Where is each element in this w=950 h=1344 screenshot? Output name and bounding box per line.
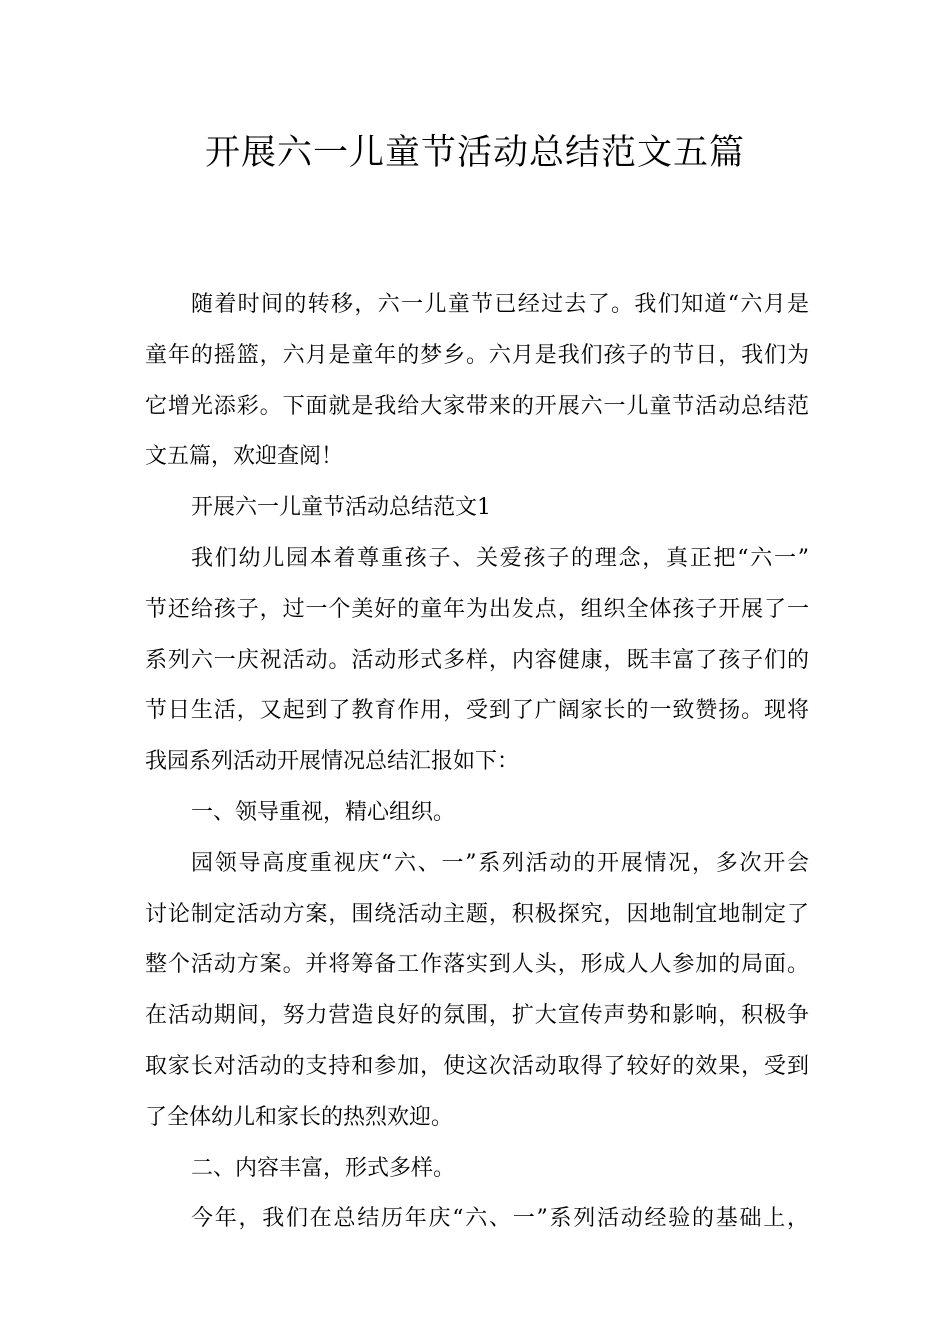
- paragraph-line: 节还给孩子，过一个美好的童年为出发点，组织全体孩子开展了一: [145, 596, 809, 622]
- paragraph-line: 取家长对活动的支持和参加，使这次活动取得了较好的效果，受到: [145, 1053, 809, 1079]
- paragraph-line: 节日生活，又起到了教育作用，受到了广阔家长的一致赞扬。现将: [145, 698, 809, 724]
- document-body: [145, 280, 809, 1245]
- subsection-heading: 一、领导重视，精心组织。: [191, 799, 456, 825]
- paragraph-line: 了全体幼儿和家长的热烈欢迎。: [145, 1104, 454, 1130]
- paragraph-line: 讨论制定活动方案，围绕活动主题，积极探究，因地制宜地制定了: [145, 901, 809, 927]
- paragraph-line: 随着时间的转移，六一儿童节已经过去了。我们知道“六月是: [191, 292, 809, 317]
- paragraph-line: 系列六一庆祝活动。活动形式多样，内容健康，既丰富了孩子们的: [145, 647, 809, 673]
- document-title: 开展六一儿童节活动总结范文五篇: [204, 133, 745, 173]
- paragraph-line: 我们幼儿园本着尊重孩子、关爱孩子的理念，真正把“六一”: [191, 545, 809, 571]
- paragraph-line: 我园系列活动开展情况总结汇报如下：: [145, 749, 520, 775]
- paragraph-line: 它增光添彩。下面就是我给大家带来的开展六一儿童节活动总结范: [145, 393, 809, 419]
- paragraph-line: 文五篇，欢迎查阅！: [145, 444, 344, 470]
- paragraph-line: 在活动期间，努力营造良好的氛围，扩大宣传声势和影响，积极争: [145, 1003, 809, 1029]
- paragraph-line: 园领导高度重视庆“六、一”系列活动的开展情况，多次开会: [191, 850, 809, 876]
- paragraph-line: 童年的摇篮，六月是童年的梦乡。六月是我们孩子的节日，我们为: [145, 342, 809, 368]
- paragraph-line: 今年，我们在总结历年庆“六、一”系列活动经验的基础上，: [191, 1206, 809, 1232]
- subsection-heading: 二、内容丰富，形式多样。: [191, 1155, 456, 1181]
- paragraph-line: 整个活动方案。并将筹备工作落实到人头，形成人人参加的局面。: [145, 952, 809, 978]
- section-heading: 开展六一儿童节活动总结范文1: [191, 495, 491, 521]
